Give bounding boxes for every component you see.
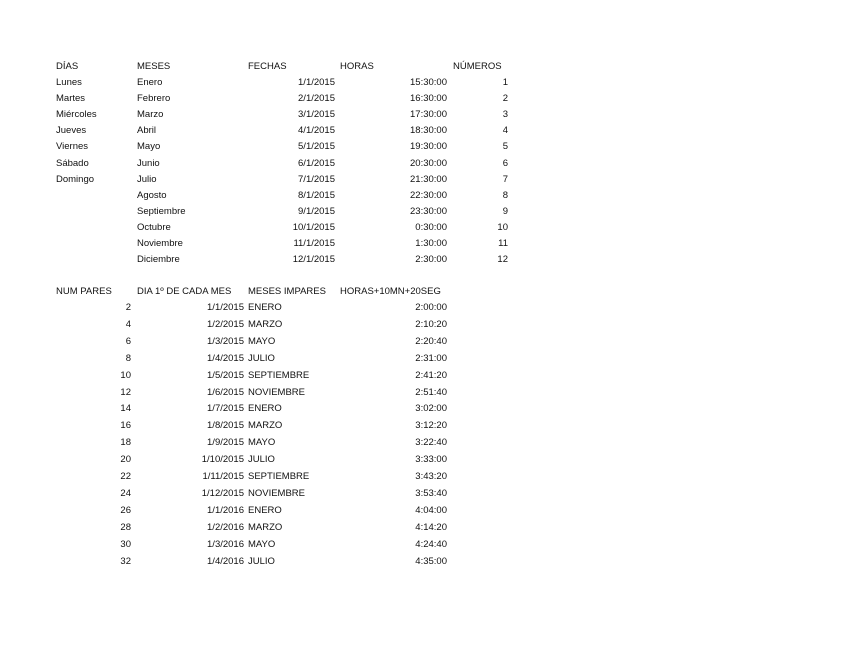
- table-cell: 4/1/2015: [298, 125, 335, 136]
- table-cell: JULIO: [248, 454, 275, 465]
- table-cell: Mayo: [137, 141, 161, 152]
- table-cell: 12/1/2015: [292, 254, 335, 265]
- table-cell: 22: [120, 471, 131, 482]
- table-cell: 20: [120, 454, 131, 465]
- table-cell: ENERO: [248, 403, 282, 414]
- table-cell: 7/1/2015: [298, 174, 335, 185]
- table-cell: 1:30:00: [415, 238, 447, 249]
- table-cell: 5/1/2015: [298, 141, 335, 152]
- table-cell: 1/3/2016: [207, 539, 244, 550]
- table-cell: 26: [120, 505, 131, 516]
- table-cell: 1/10/2015: [201, 454, 244, 465]
- table-cell: 16: [120, 420, 131, 431]
- table-cell: ENERO: [248, 302, 282, 313]
- table-cell: 6/1/2015: [298, 158, 335, 169]
- table-cell: 4:14:20: [415, 522, 447, 533]
- table-cell: 2:20:40: [415, 336, 447, 347]
- table-cell: 10: [497, 222, 508, 233]
- table-cell: 1/9/2015: [207, 437, 244, 448]
- table-cell: 16:30:00: [410, 93, 447, 104]
- table-cell: Lunes: [56, 77, 82, 88]
- table-cell: 11: [498, 238, 508, 249]
- table-cell: 8: [502, 190, 508, 201]
- table-cell: 3:22:40: [415, 437, 447, 448]
- column-header: HORAS: [340, 61, 374, 72]
- table-cell: 0:30:00: [415, 222, 447, 233]
- table-cell: Sábado: [56, 158, 89, 169]
- table-cell: Diciembre: [137, 254, 180, 265]
- table-cell: 5: [502, 141, 508, 152]
- table-cell: 2:10:20: [415, 319, 447, 330]
- table-cell: Febrero: [137, 93, 171, 104]
- table-cell: 11/1/2015: [293, 238, 335, 249]
- table-cell: 1/1/2015: [298, 77, 335, 88]
- column-header: HORAS+10MN+20SEG: [340, 286, 441, 297]
- table-cell: 1/1/2016: [207, 505, 244, 516]
- table-cell: Abril: [137, 125, 157, 136]
- column-header: FECHAS: [248, 61, 287, 72]
- column-header: NUM PARES: [56, 286, 112, 297]
- table-cell: 9: [502, 206, 508, 217]
- table-cell: MARZO: [248, 420, 283, 431]
- table-cell: 30: [120, 539, 131, 550]
- table-cell: 4: [502, 125, 508, 136]
- table-cell: 18: [120, 437, 131, 448]
- table-cell: MAYO: [248, 437, 276, 448]
- table-cell: ENERO: [248, 505, 282, 516]
- table-cell: 1/12/2015: [201, 488, 244, 499]
- table-cell: 2:00:00: [415, 302, 447, 313]
- table-cell: 12: [497, 254, 508, 265]
- table-cell: MARZO: [248, 522, 283, 533]
- table-cell: 1/7/2015: [207, 403, 244, 414]
- table-cell: 28: [120, 522, 131, 533]
- table-cell: Julio: [137, 174, 157, 185]
- table-cell: 4:04:00: [415, 505, 447, 516]
- table-cell: 3:43:20: [415, 471, 447, 482]
- table-cell: 1/3/2015: [207, 336, 244, 347]
- table-cell: 21:30:00: [410, 174, 447, 185]
- table-cell: 6: [125, 336, 131, 347]
- column-header: MESES IMPARES: [248, 286, 326, 297]
- table-cell: Martes: [56, 93, 86, 104]
- table-cell: 3:12:20: [415, 420, 447, 431]
- table-cell: 32: [120, 556, 131, 567]
- table-cell: 4: [125, 319, 131, 330]
- table-cell: 3/1/2015: [298, 109, 335, 120]
- table-cell: Agosto: [137, 190, 167, 201]
- table-cell: Septiembre: [137, 206, 186, 217]
- table-cell: 3:53:40: [415, 488, 447, 499]
- table-cell: 2:51:40: [415, 387, 447, 398]
- table-cell: 10/1/2015: [292, 222, 335, 233]
- table-cell: 3: [502, 109, 508, 120]
- table-cell: 18:30:00: [410, 125, 447, 136]
- table-cell: NOVIEMBRE: [248, 387, 306, 398]
- table-cell: 4:24:40: [415, 539, 447, 550]
- table-cell: 1/5/2015: [207, 370, 244, 381]
- table-cell: 7: [502, 174, 508, 185]
- table-cell: 24: [120, 488, 131, 499]
- column-header: MESES: [137, 61, 171, 72]
- table-cell: 20:30:00: [410, 158, 447, 169]
- table-cell: 1/2/2016: [207, 522, 244, 533]
- table-cell: 6: [502, 158, 508, 169]
- table-cell: Enero: [137, 77, 163, 88]
- column-header: NÚMEROS: [453, 61, 502, 72]
- table-cell: 2:41:20: [415, 370, 447, 381]
- table-cell: MARZO: [248, 319, 283, 330]
- table-cell: Miércoles: [56, 109, 97, 120]
- table-cell: 1/6/2015: [207, 387, 244, 398]
- table-cell: Noviembre: [137, 238, 183, 249]
- table-cell: 2/1/2015: [298, 93, 335, 104]
- table-cell: 8/1/2015: [298, 190, 335, 201]
- table-cell: Marzo: [137, 109, 164, 120]
- table-cell: 23:30:00: [410, 206, 447, 217]
- table-cell: 19:30:00: [410, 141, 447, 152]
- table-cell: NOVIEMBRE: [248, 488, 306, 499]
- table-cell: 17:30:00: [410, 109, 447, 120]
- table-cell: 14: [120, 403, 131, 414]
- table-cell: 2: [125, 302, 131, 313]
- table-cell: 1/8/2015: [207, 420, 244, 431]
- table-cell: JULIO: [248, 353, 275, 364]
- table-cell: 15:30:00: [410, 77, 447, 88]
- table-cell: Junio: [137, 158, 160, 169]
- table-cell: 4:35:00: [415, 556, 447, 567]
- table-cell: 9/1/2015: [298, 206, 335, 217]
- table-cell: JULIO: [248, 556, 275, 567]
- table-cell: 8: [125, 353, 131, 364]
- table-cell: 2:31:00: [415, 353, 447, 364]
- table-cell: 2: [502, 93, 508, 104]
- table-cell: 1/4/2015: [207, 353, 244, 364]
- table-cell: MAYO: [248, 539, 276, 550]
- table-cell: 3:33:00: [415, 454, 447, 465]
- table-cell: 1/1/2015: [207, 302, 244, 313]
- table-cell: 1: [502, 77, 508, 88]
- table-cell: 22:30:00: [410, 190, 447, 201]
- table-cell: 10: [120, 370, 131, 381]
- table-cell: 1/2/2015: [207, 319, 244, 330]
- table-cell: SEPTIEMBRE: [248, 471, 310, 482]
- table-cell: MAYO: [248, 336, 276, 347]
- table-cell: 3:02:00: [415, 403, 447, 414]
- table-cell: 12: [120, 387, 131, 398]
- table-cell: 2:30:00: [415, 254, 447, 265]
- column-header: DIA 1º DE CADA MES: [137, 286, 232, 297]
- table-cell: Viernes: [56, 141, 89, 152]
- table-cell: Jueves: [56, 125, 87, 136]
- table-cell: 1/4/2016: [207, 556, 244, 567]
- column-header: DÍAS: [56, 61, 79, 72]
- table-cell: 1/11/2015: [202, 471, 244, 482]
- table-cell: SEPTIEMBRE: [248, 370, 310, 381]
- table-cell: Domingo: [56, 174, 95, 185]
- table-cell: Octubre: [137, 222, 171, 233]
